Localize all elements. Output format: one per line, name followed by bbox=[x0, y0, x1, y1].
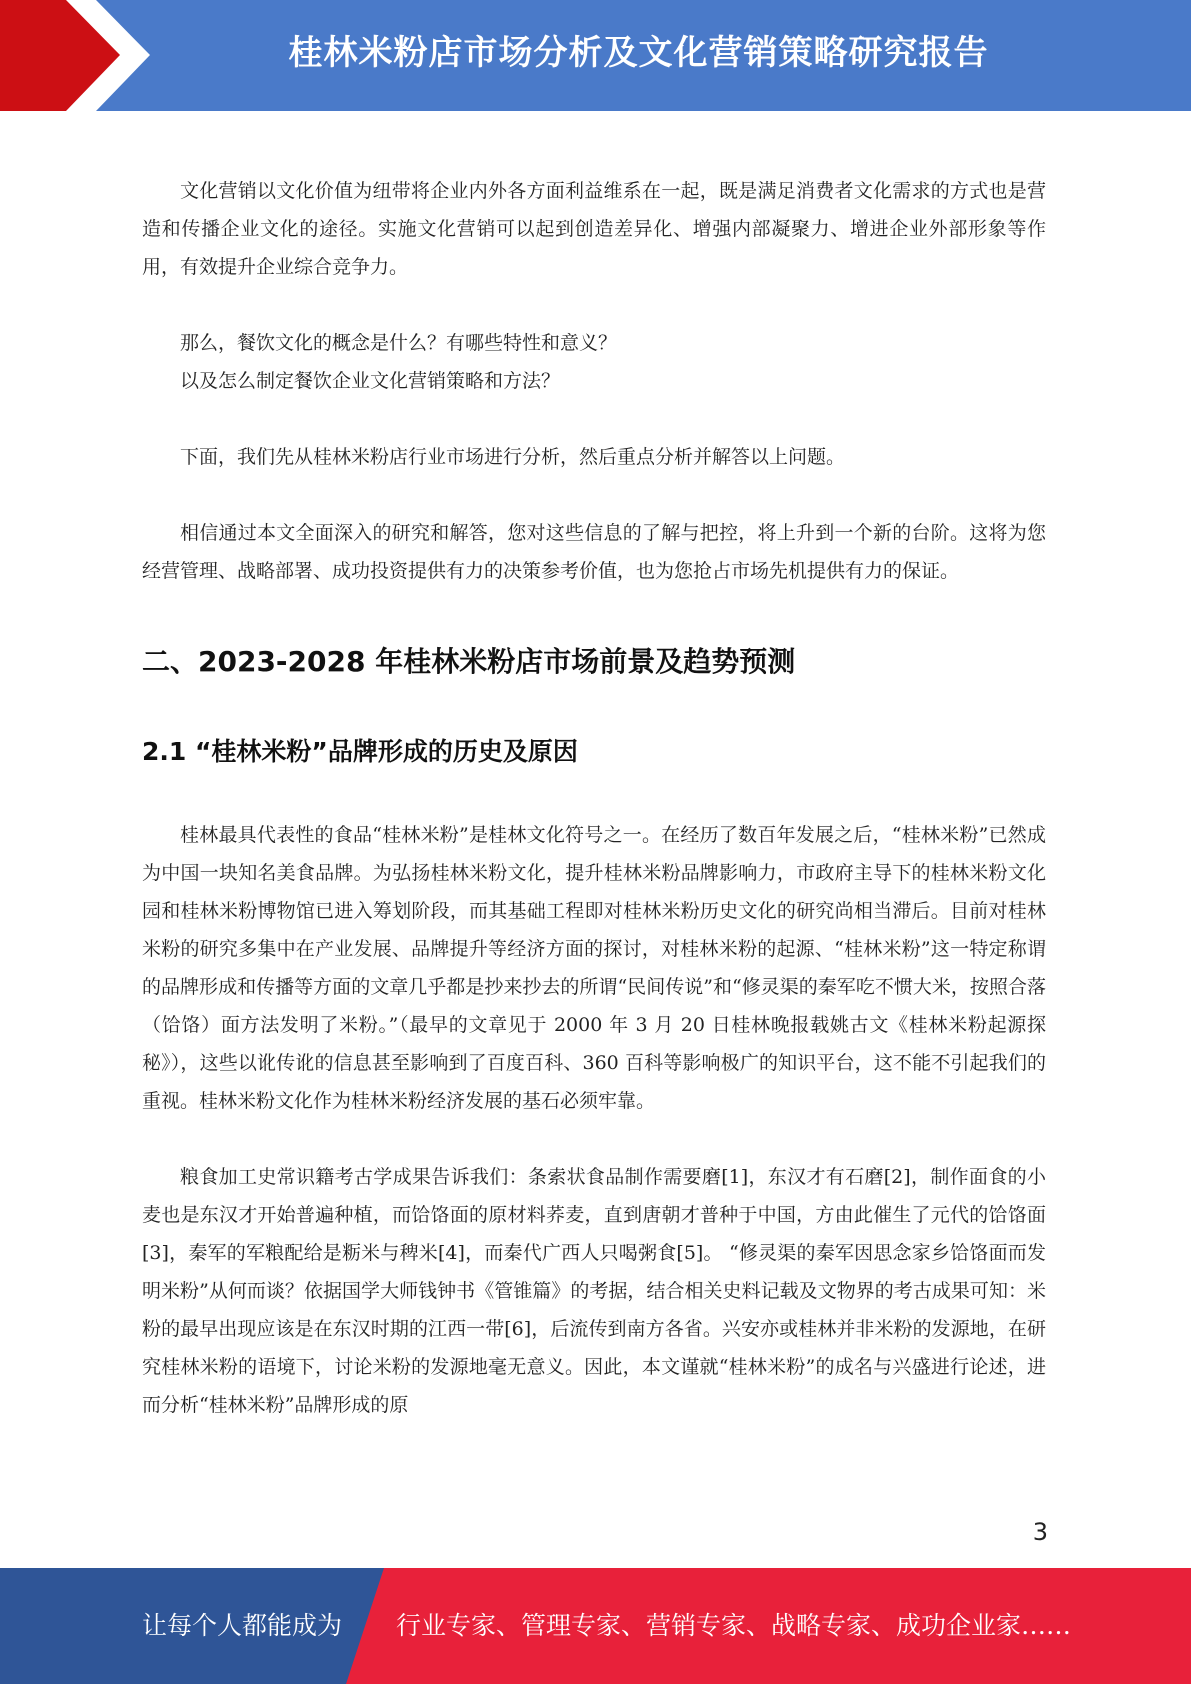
body-paragraph-2: 粮食加工史常识籍考古学成果告诉我们：条索状食品制作需要磨[1]，东汉才有石磨[2]，制作面食的小麦也是东汉才开始普遍种植，而饸饹面的原材料荞麦，直到唐朝才普种于中国，方由此催生了元代的饸饹面[3]，秦军的军粮配给是粝米与稗米[4]，而秦代广西人只喝粥食[5]。 “修灵渠的秦军因思念家乡饸饹面而发明米粉”从何而谈？依据国学大师钱钟书《管锥篇》的考据，结合相关史料记载及文物界的考古成果可知：米粉的最早出现应该是在东汉时期的江西一带[6]，后流传到南方各省。兴安亦或桂林并非米粉的发源地，在研究桂林米粉的语境下，讨论米粉的发源地毫无意义。因此，本文谨就“桂林米粉”的成名与兴盛进行论述，进而分析“桂林米粉”品牌形成的原 bbox=[142, 1166, 1046, 1416]
report-title: 桂林米粉店市场分析及文化营销策略研究报告 bbox=[288, 33, 989, 73]
intro-question-1: 那么，餐饮文化的概念是什么？有哪些特性和意义？ bbox=[180, 332, 618, 354]
footer-slogan-right: 行业专家、管理专家、营销专家、战略专家、成功企业家…… bbox=[396, 1611, 1072, 1640]
body-paragraph-1: 桂林最具代表性的食品“桂林米粉”是桂林文化符号之一。在经历了数百年发展之后，“桂林米粉”已然成为中国一块知名美食品牌。为弘扬桂林米粉文化，提升桂林米粉品牌影响力，市政府主导下的桂林米粉文化园和桂林米粉博物馆已进入筹划阶段，而其基础工程即对桂林米粉历史文化的研究尚相当滞后。目前对桂林米粉的研究多集中在产业发展、品牌提升等经济方面的探讨，对桂林米粉的起源、“桂林米粉”这一特定称谓的品牌形成和传播等方面的文章几乎都是抄来抄去的所谓“民间传说”和“修灵渠的秦军吃不惯大米，按照合落（饸饹）面方法发明了米粉。”（最早的文章见于 2000 年 3 月 20 日桂林晚报载姚古文《桂林米粉起源探秘》），这些以讹传讹的信息甚至影响到了百度百科、360 百科等影响极广的知识平台，这不能不引起我们的重视。桂林米粉文化作为桂林米粉经济发展的基石必须牢靠。 bbox=[142, 824, 1046, 1112]
intro-question-2: 以及怎么制定餐饮企业文化营销策略和方法？ bbox=[180, 370, 561, 392]
subsection-heading: 2.1 “桂林米粉”品牌形成的历史及原因 bbox=[142, 737, 578, 766]
page-header bbox=[0, 0, 1191, 111]
intro-paragraph-2: 下面，我们先从桂林米粉店行业市场进行分析，然后重点分析并解答以上问题。 bbox=[180, 446, 846, 468]
section-heading: 二、2023-2028 年桂林米粉店市场前景及趋势预测 bbox=[142, 645, 796, 678]
footer-slogan-left: 让每个人都能成为 bbox=[142, 1611, 343, 1640]
intro-paragraph-3: 相信通过本文全面深入的研究和解答，您对这些信息的了解与把控，将上升到一个新的台阶。这将为您经营管理、战略部署、成功投资提供有力的决策参考价值，也为您抢占市场先机提供有力的保证。 bbox=[142, 522, 1046, 582]
page-number: 3 bbox=[1032, 1518, 1048, 1546]
main-content bbox=[142, 172, 1046, 1424]
intro-paragraph-1: 文化营销以文化价值为纽带将企业内外各方面利益维系在一起，既是满足消费者文化需求的方式也是营造和传播企业文化的途径。实施文化营销可以起到创造差异化、增强内部凝聚力、增进企业外部形象等作用，有效提升企业综合竞争力。 bbox=[142, 180, 1046, 278]
page-footer bbox=[0, 1568, 1191, 1684]
